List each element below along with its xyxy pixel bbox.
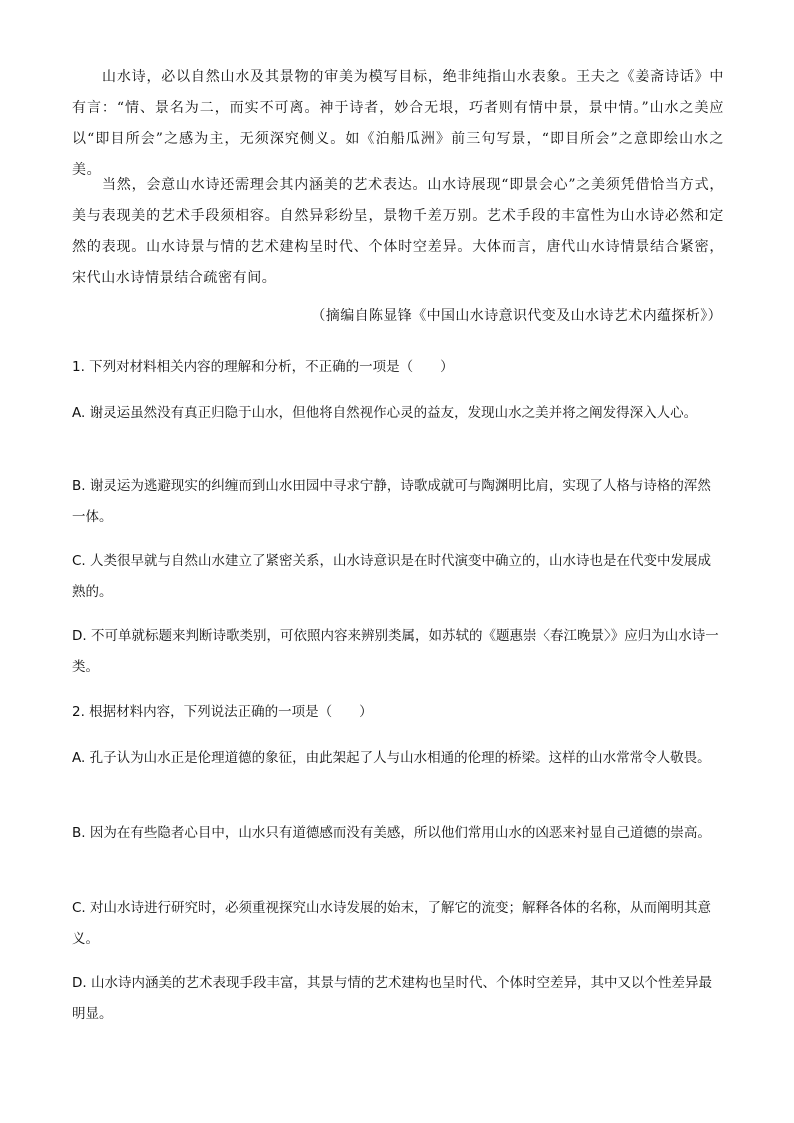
- question-1-option-a: A. 谢灵运虽然没有真正归隐于山水，但他将自然视作心灵的益友，发现山水之美并将之阐发得深入人心。: [72, 405, 698, 421]
- question-1-option-d: D. 不可单就标题来判断诗歌类别，可依照内容来辨别类属，如苏轼的《题惠崇〈春江晚景〉》应归为山水诗一类。: [72, 628, 719, 675]
- question-2-stem: 2. 根据材料内容，下列说法正确的一项是（ ）: [72, 704, 373, 720]
- question-1-stem: 1. 下列对材料相关内容的理解和分析，不正确的一项是（ ）: [72, 359, 454, 375]
- question-2-option-c: C. 对山水诗进行研究时，必须重视探究山水诗发展的始末，了解它的流变；解释各体的名称，从而阐明其意义。: [72, 900, 712, 947]
- question-2-option-a: A. 孔子认为山水正是伦理道德的象征，由此架起了人与山水相通的伦理的桥梁。这样的山水常常令人敬畏。: [72, 750, 711, 766]
- question-1-option-c: C. 人类很早就与自然山水建立了紧密关系，山水诗意识是在时代演变中确立的，山水诗也是在代变中发展成熟的。: [72, 553, 712, 600]
- question-1-option-b: B. 谢灵运为逃避现实的纠缠而到山水田园中寻求宁静，诗歌成就可与陶渊明比肩，实现了人格与诗格的浑然一体。: [72, 478, 711, 525]
- passage-source-citation: （摘编自陈显锋《中国山水诗意识代变及山水诗艺术内蕴探析》）: [311, 308, 722, 324]
- passage-paragraph-2: 当然，会意山水诗还需理会其内涵美的艺术表达。山水诗展现“即景会心”之美须凭借恰当方式，美与表现美的艺术手段须相容。自然异彩纷呈，景物千差万别。艺术手段的丰富性为山水诗必然和定然的表现。山水诗景与情的艺术建构呈时代、个体时空差异。大体而言，唐代山水诗情景结合紧密，宋代山水诗情景结合疏密有间。: [72, 177, 724, 286]
- question-2-option-b: B. 因为在有些隐者心目中，山水只有道德感而没有美感，所以他们常用山水的凶恶来衬显自己道德的崇高。: [72, 825, 711, 841]
- passage-paragraph-1: 山水诗，必以自然山水及其景物的审美为模写目标，绝非纯指山水表象。王夫之《姜斋诗话》中有言：“情、景名为二，而实不可离。神于诗者，妙合无垠，巧者则有情中景，景中情。”山水之美应以“即目所会”之感为主，无须深究侧义。如《泊船瓜洲》前三句写景，“即目所会”之意即绘山水之美。: [72, 69, 724, 178]
- question-2-option-d: D. 山水诗内涵美的艺术表现手段丰富，其景与情的艺术建构也呈时代、个体时空差异，其中又以个性差异最明显。: [72, 975, 712, 1022]
